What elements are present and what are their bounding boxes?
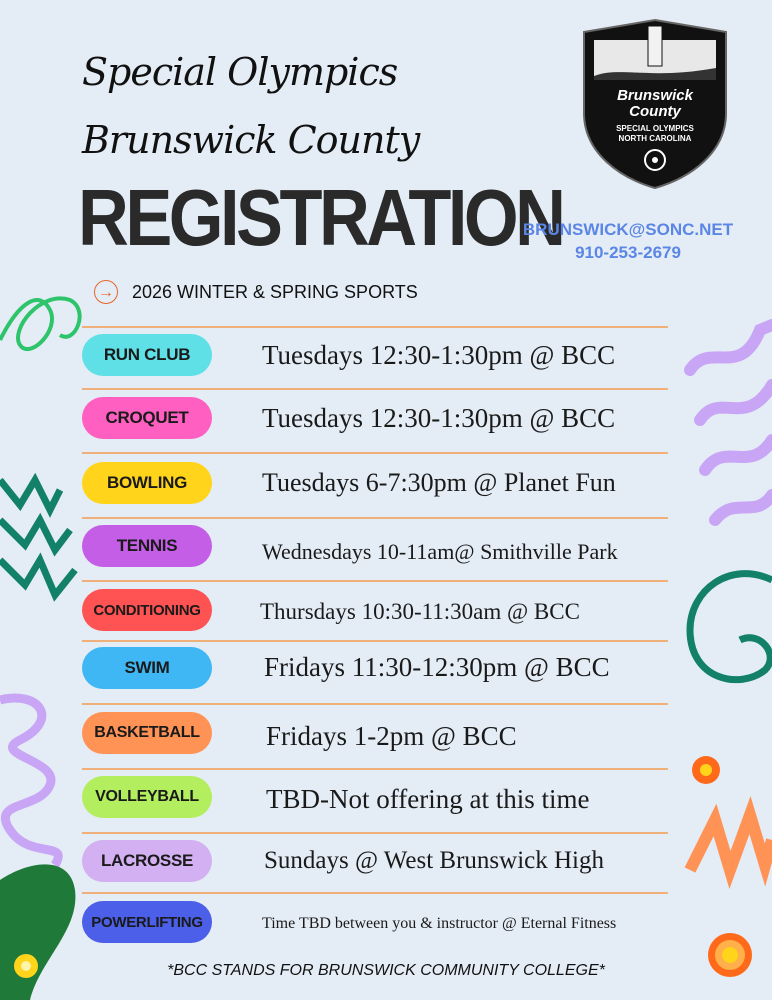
schedule-bowling: Tuesdays 6-7:30pm @ Planet Fun	[262, 468, 616, 497]
sport-pill-lacrosse: LACROSSE	[82, 840, 212, 882]
divider	[82, 580, 668, 582]
teal-loop-shape	[690, 574, 772, 680]
sport-pill-bowling: BOWLING	[82, 462, 212, 504]
schedule-volleyball: TBD-Not offering at this time	[266, 784, 590, 814]
schedule-conditioning: Thursdays 10:30-11:30am @ BCC	[260, 599, 580, 624]
title-line-2: Brunswick County	[82, 118, 420, 162]
divider	[82, 832, 668, 834]
schedule-tennis: Wednesdays 10-11am@ Smithville Park	[262, 539, 618, 564]
logo-line-3: SPECIAL OLYMPICS	[616, 124, 694, 133]
registration-heading: REGISTRATION	[78, 173, 563, 262]
orange-zigzag-shape	[690, 815, 772, 870]
logo-line-2: County	[629, 103, 681, 120]
sport-pill-powerlifting: POWERLIFTING	[82, 901, 212, 943]
lavender-scribble-shape	[0, 698, 58, 865]
footnote: *BCC STANDS FOR BRUNSWICK COMMUNITY COLLEGE*	[167, 962, 605, 979]
schedule-swim: Fridays 11:30-12:30pm @ BCC	[264, 652, 610, 682]
sport-pill-run-club: RUN CLUB	[82, 334, 212, 376]
purple-wave-shape	[690, 325, 772, 520]
arrow-right-icon: →	[94, 280, 118, 304]
logo-line-1: Brunswick	[617, 87, 693, 104]
teal-zigzag-shape	[0, 480, 75, 595]
schedule-run-club: Tuesdays 12:30-1:30pm @ BCC	[262, 340, 616, 370]
schedule-lacrosse: Sundays @ West Brunswick High	[264, 847, 604, 874]
divider	[82, 452, 668, 454]
divider	[82, 892, 668, 894]
green-squiggle-shape	[0, 298, 80, 349]
phone-number: 910-253-2679	[575, 243, 681, 262]
divider	[82, 768, 668, 770]
divider	[82, 326, 668, 328]
divider	[82, 703, 668, 705]
schedule-basketball: Fridays 1-2pm @ BCC	[266, 721, 517, 751]
season-subtitle: 2026 WINTER & SPRING SPORTS	[132, 282, 418, 302]
logo-line-4: NORTH CAROLINA	[618, 134, 692, 143]
sport-pill-conditioning: CONDITIONING	[82, 589, 212, 631]
email-link[interactable]: BRUNSWICK@SONC.NET	[522, 220, 734, 239]
divider	[82, 640, 668, 642]
divider	[82, 517, 668, 519]
orange-flower-icon	[692, 756, 720, 784]
sport-pill-tennis: TENNIS	[82, 525, 212, 567]
logo-badge	[580, 18, 730, 190]
divider	[82, 388, 668, 390]
sport-pill-basketball: BASKETBALL	[82, 712, 212, 754]
schedule-powerlifting: Time TBD between you & instructor @ Eternal Fitness	[262, 915, 617, 932]
sport-pill-swim: SWIM	[82, 647, 212, 689]
sport-pill-croquet: CROQUET	[82, 397, 212, 439]
sport-pill-volleyball: VOLLEYBALL	[82, 776, 212, 818]
schedule-croquet: Tuesdays 12:30-1:30pm @ BCC	[262, 403, 616, 433]
title-line-1: Special Olympics	[82, 50, 398, 94]
